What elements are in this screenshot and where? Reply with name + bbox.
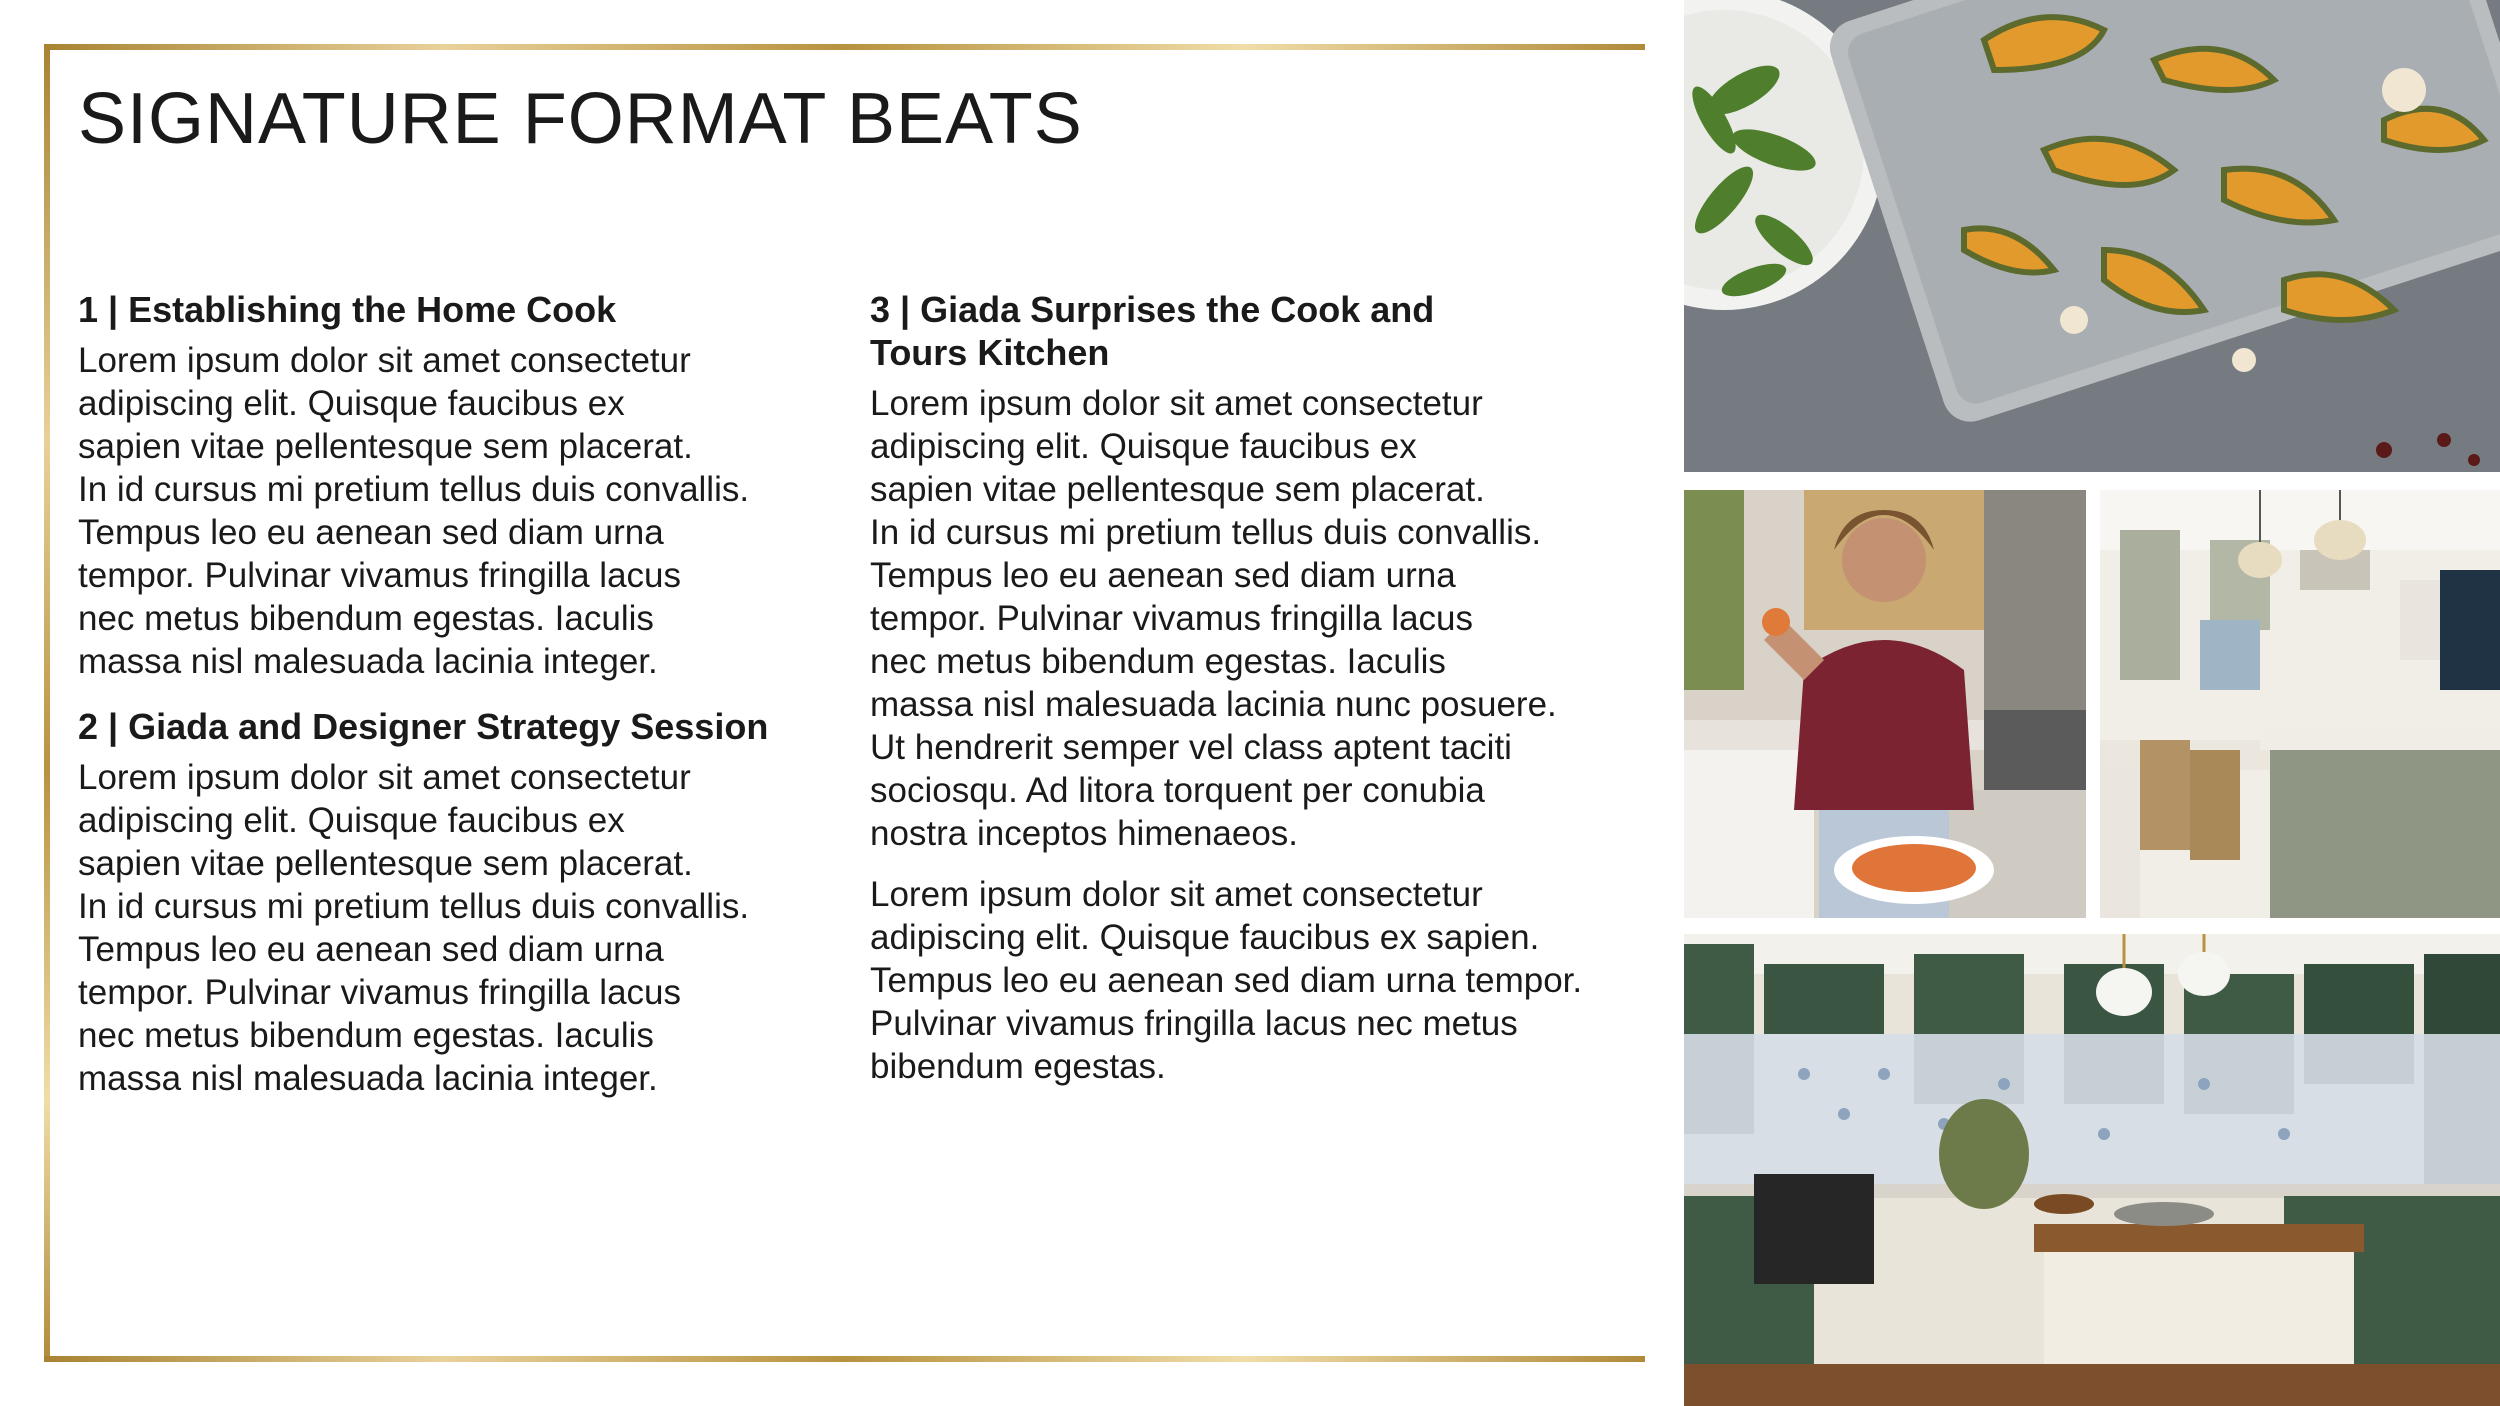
- frame-bottom-rule: [44, 1356, 1645, 1362]
- beat-3-heading: 3 | Giada Surprises the Cook and Tours Kitchen: [870, 289, 1435, 374]
- bright-kitchen-photo: [2100, 490, 2500, 918]
- beats-column-left: [78, 288, 798, 1100]
- beat-2-text: Lorem ipsum dolor sit amet consectetur adipiscing elit. Quisque faucibus ex sapien vitae pellentesque sem placerat. In id cursus mi pretium tellus duis convallis. Tempus leo eu aenean sed diam urna tempor. Pulvinar vivamus fringilla lacus nec metus bibendum egestas. Iaculis massa nisl malesuada lacinia integer.: [78, 758, 750, 1099]
- beat-1-heading: 1 | Establishing the Home Cook: [78, 289, 617, 330]
- beat-1-text: Lorem ipsum dolor sit amet consectetur adipiscing elit. Quisque faucibus ex sapien vitae pellentesque sem placerat. In id cursus mi pretium tellus duis convallis. Tempus leo eu aenean sed diam urna tempor. Pulvinar vivamus fringilla lacus nec metus bibendum egestas. Iaculis massa nisl malesuada lacinia integer.: [78, 341, 750, 682]
- page-title: SIGNATURE FORMAT BEATS: [78, 79, 1083, 159]
- giada-portrait-photo: [1684, 490, 2086, 918]
- beat-3-text-2: Lorem ipsum dolor sit amet consectetur adipiscing elit. Quisque faucibus ex sapien. Tempus leo eu aenean sed diam urna tempor. Pulvinar vivamus fringilla lacus nec metus bibendum egestas.: [870, 875, 1583, 1087]
- roasted-squash-photo: [1684, 0, 2500, 472]
- beat-2-heading: 2 | Giada and Designer Strategy Session: [78, 706, 769, 748]
- frame-left-rule: [44, 44, 50, 1362]
- frame-top-rule: [44, 44, 1645, 50]
- green-kitchen-photo: [1684, 934, 2500, 1406]
- beats-column-right: [870, 288, 1590, 1088]
- beat-3-text: Lorem ipsum dolor sit amet consectetur adipiscing elit. Quisque faucibus ex sapien vitae pellentesque sem placerat. In id cursus mi pretium tellus duis convallis. Tempus leo eu aenean sed diam urna tempor. Pulvinar vivamus fringilla lacus nec metus bibendum egestas. Iaculis massa nisl malesuada lacinia nunc posuere. Ut hendrerit semper vel class aptent taciti sociosqu. Ad litora torquent per conubia nostra inceptos himenaeos.: [870, 384, 1557, 854]
